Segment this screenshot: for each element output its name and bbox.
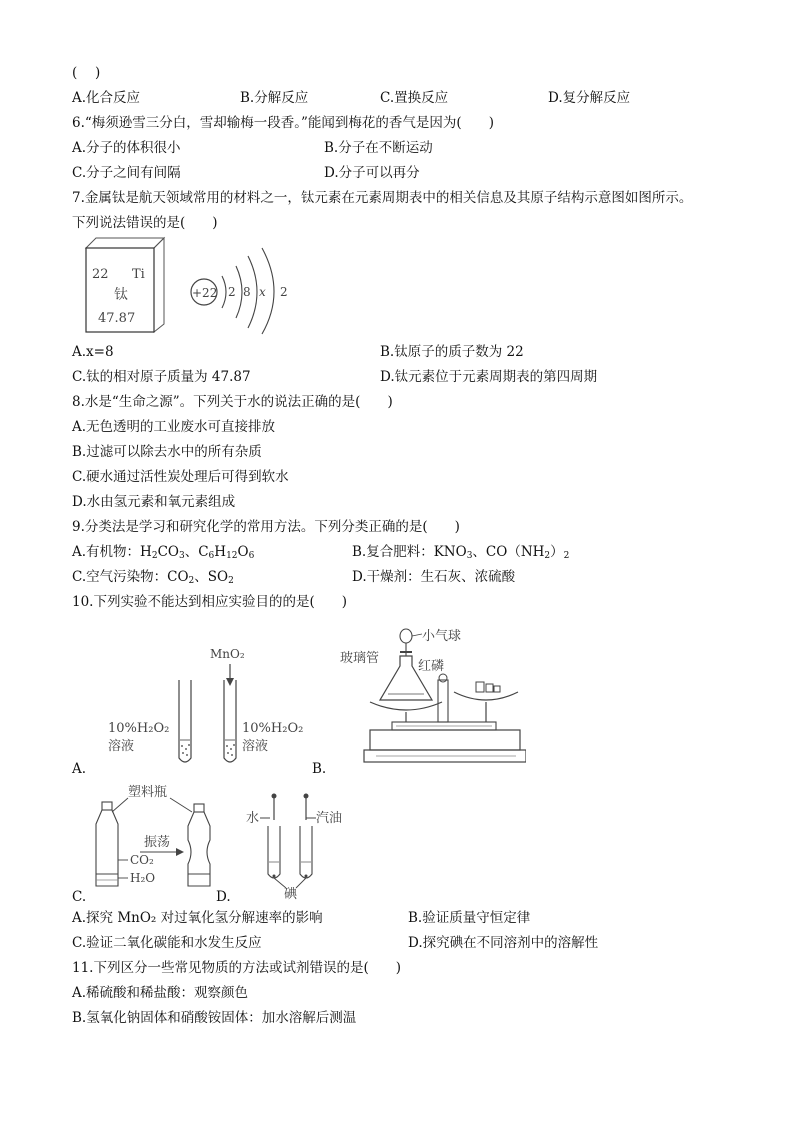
q10-figure-a (72, 640, 312, 780)
plastic-bottle-label: 塑料瓶 (128, 785, 168, 800)
shell-2-electrons: 8 (243, 285, 251, 299)
bottle-before (96, 802, 118, 886)
q10-option-a[interactable]: A.探究 MnO₂ 对过氧化氢分解速率的影响 (72, 910, 323, 926)
q7-option-d[interactable]: D.钛元素位于元素周期表的第四周期 (380, 369, 598, 385)
q7-option-c[interactable]: C.钛的相对原子质量为 47.87 (72, 369, 251, 385)
water-label: H₂O (130, 871, 156, 885)
nucleus-charge: +22 (192, 286, 218, 300)
right-solution-label-2: 溶液 (242, 739, 269, 754)
q8-option-c[interactable]: C.硬水通过活性炭处理后可得到软水 (72, 469, 289, 485)
q6-option-c[interactable]: C.分子之间有间隔 (72, 165, 181, 181)
element-symbol: Ti (132, 267, 145, 282)
q6-option-d[interactable]: D.分子可以再分 (324, 165, 420, 181)
q11-stem: 11.下列区分一些常见物质的方法或试剂错误的是( ) (72, 960, 402, 976)
gasoline-label: 汽油 (316, 811, 343, 826)
q10-option-d[interactable]: D.探究碘在不同溶剂中的溶解性 (408, 935, 599, 951)
q10-option-b[interactable]: B.验证质量守恒定律 (408, 910, 531, 926)
figure-d-letter: D. (216, 889, 231, 905)
q9-option-d[interactable]: D.干燥剂：生石灰、浓硫酸 (352, 569, 516, 585)
mno2-label: MnO₂ (210, 647, 245, 661)
q9-option-c[interactable]: C.空气污染物：$CO_2$、$SO_2$ (72, 569, 234, 586)
q6-option-b[interactable]: B.分子在不断运动 (324, 140, 433, 156)
iodine-label: 碘 (284, 887, 298, 900)
test-tube-left (179, 680, 191, 762)
q7-option-b[interactable]: B.钛原子的质子数为 22 (380, 344, 524, 360)
figure-c-letter: C. (72, 889, 87, 905)
co2-label: CO₂ (130, 853, 154, 867)
shell-1-electrons: 2 (228, 285, 236, 299)
shell-3-electrons: x (259, 285, 266, 299)
q10-figure-c (88, 782, 218, 892)
test-tube-right (224, 680, 236, 762)
q10-stem: 10.下列实验不能达到相应实验目的的是( ) (72, 594, 348, 610)
periodic-table-cell (86, 238, 164, 332)
q9-stem: 9.分类法是学习和研究化学的常用方法。下列分类正确的是( ) (72, 519, 460, 535)
element-name: 钛 (114, 287, 128, 303)
q8-stem: 8.水是“生命之源”。下列关于水的说法正确的是( ) (72, 394, 393, 410)
q7-option-a[interactable]: A.x=8 (72, 344, 114, 360)
q8-option-d[interactable]: D.水由氢元素和氧元素组成 (72, 494, 236, 510)
q7-figure (84, 236, 314, 336)
q10-option-c[interactable]: C.验证二氧化碳能和水发生反应 (72, 935, 262, 951)
atom-structure-diagram (191, 248, 288, 334)
left-solution-label-1: 10%H₂O₂ (108, 721, 170, 736)
atomic-mass: 47.87 (98, 311, 136, 326)
red-phosphorus-label: 红磷 (418, 659, 445, 674)
q9-option-b[interactable]: B.复合肥料：$KNO_3$、$CO(NH_2)_2$ (352, 544, 570, 561)
shake-label: 振荡 (144, 835, 171, 850)
q10-figure-b (326, 622, 526, 772)
glass-tube-label: 玻璃管 (340, 651, 380, 666)
atomic-number: 22 (92, 267, 109, 282)
right-solution-label-1: 10%H₂O₂ (242, 721, 304, 736)
q5-option-d[interactable]: D.复分解反应 (548, 90, 631, 106)
q6-stem: 6.“梅须逊雪三分白，雪却输梅一段香。”能闻到梅花的香气是因为( ) (72, 115, 494, 131)
q7-stem-line2: 下列说法错误的是( ) (72, 215, 218, 231)
water-label: 水 (246, 811, 260, 826)
q5-option-b[interactable]: B.分解反应 (240, 90, 309, 106)
q5-option-c[interactable]: C.置换反应 (380, 90, 449, 106)
q11-option-a[interactable]: A.稀硫酸和稀盐酸：观察颜色 (72, 985, 249, 1001)
prev-question-bracket: ( ) (72, 65, 101, 81)
q10-figure-d (240, 790, 360, 900)
q9-option-a[interactable]: A.有机物：$H_2CO_3$、$C_6H_{12}O_6$ (72, 544, 255, 561)
bottle-after (188, 804, 210, 886)
q8-option-b[interactable]: B.过滤可以除去水中的所有杂质 (72, 444, 262, 460)
left-solution-label-2: 溶液 (108, 739, 135, 754)
q6-option-a[interactable]: A.分子的体积很小 (72, 140, 181, 156)
q8-option-a[interactable]: A.无色透明的工业废水可直接排放 (72, 419, 276, 435)
shell-4-electrons: 2 (280, 285, 288, 299)
q11-option-b[interactable]: B.氢氧化钠固体和硝酸铵固体：加水溶解后测温 (72, 1010, 357, 1026)
q5-option-a[interactable]: A.化合反应 (72, 90, 141, 106)
q7-stem-line1: 7.金属钛是航天领域常用的材料之一，钛元素在元素周期表中的相关信息及其原子结构示意图如图所示。 (72, 190, 693, 206)
balloon-label: 小气球 (422, 629, 462, 644)
figure-b-letter: B. (312, 761, 327, 777)
figure-a-letter: A. (72, 761, 87, 777)
